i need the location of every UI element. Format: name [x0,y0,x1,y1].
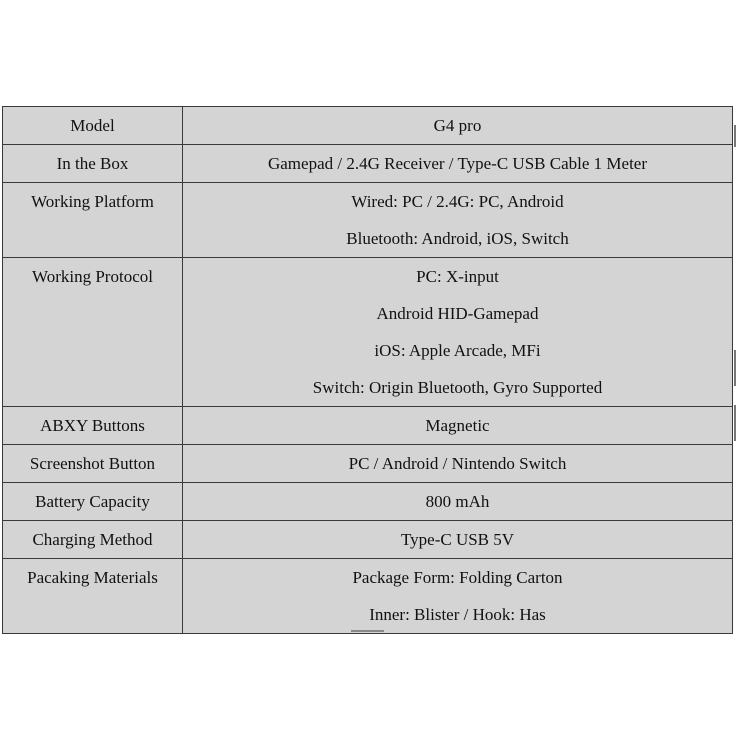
spec-value [183,445,733,483]
spec-value [183,258,733,407]
spec-row-charging-method [3,521,733,559]
page-artifact [351,630,384,632]
spec-row-working-protocol [3,258,733,407]
spec-value-line: Gamepad / 2.4G Receiver / Type-C USB Cable 1 Meter [267,154,647,173]
spec-row-model [3,107,733,145]
spec-label: Working Platform [3,183,183,258]
spec-value [183,407,733,445]
spec-value-line: Bluetooth: Android, iOS, Switch [346,229,569,248]
spec-value-line: G4 pro [433,116,482,135]
spec-value [183,145,733,183]
spec-value-line: Package Form: Folding Carton [352,568,563,587]
spec-label: Pacaking Materials [3,559,183,634]
spec-value-line: 800 mAh [425,492,490,511]
spec-value [183,521,733,559]
spec-label: In the Box [3,145,183,183]
spec-row-abxy-buttons [3,407,733,445]
spec-value-line: PC / Android / Nintendo Switch [348,454,567,473]
spec-label: ABXY Buttons [3,407,183,445]
spec-value-line: Switch: Origin Bluetooth, Gyro Supported [312,378,603,397]
spec-value-line: iOS: Apple Arcade, MFi [374,341,541,360]
spec-value-line: Android HID-Gamepad [376,304,539,323]
spec-label: Working Protocol [3,258,183,407]
spec-value-line: PC: X-input [416,267,499,286]
spec-row-working-platform [3,183,733,258]
spec-value [183,183,733,258]
spec-label: Screenshot Button [3,445,183,483]
spec-table [2,106,733,634]
spec-row-battery-capacity [3,483,733,521]
spec-row-screenshot-button [3,445,733,483]
spec-label: Battery Capacity [3,483,183,521]
spec-value [183,559,733,634]
spec-value-line: Wired: PC / 2.4G: PC, Android [351,192,564,211]
spec-value [183,483,733,521]
spec-row-packaging-materials [3,559,733,634]
spec-value-line: Inner: Blister / Hook: Has [369,605,546,624]
spec-value-line: Type-C USB 5V [400,530,515,549]
spec-row-in-the-box [3,145,733,183]
spec-value [183,107,733,145]
spec-value-line: Magnetic [425,416,490,435]
spec-label: Model [3,107,183,145]
spec-label: Charging Method [3,521,183,559]
